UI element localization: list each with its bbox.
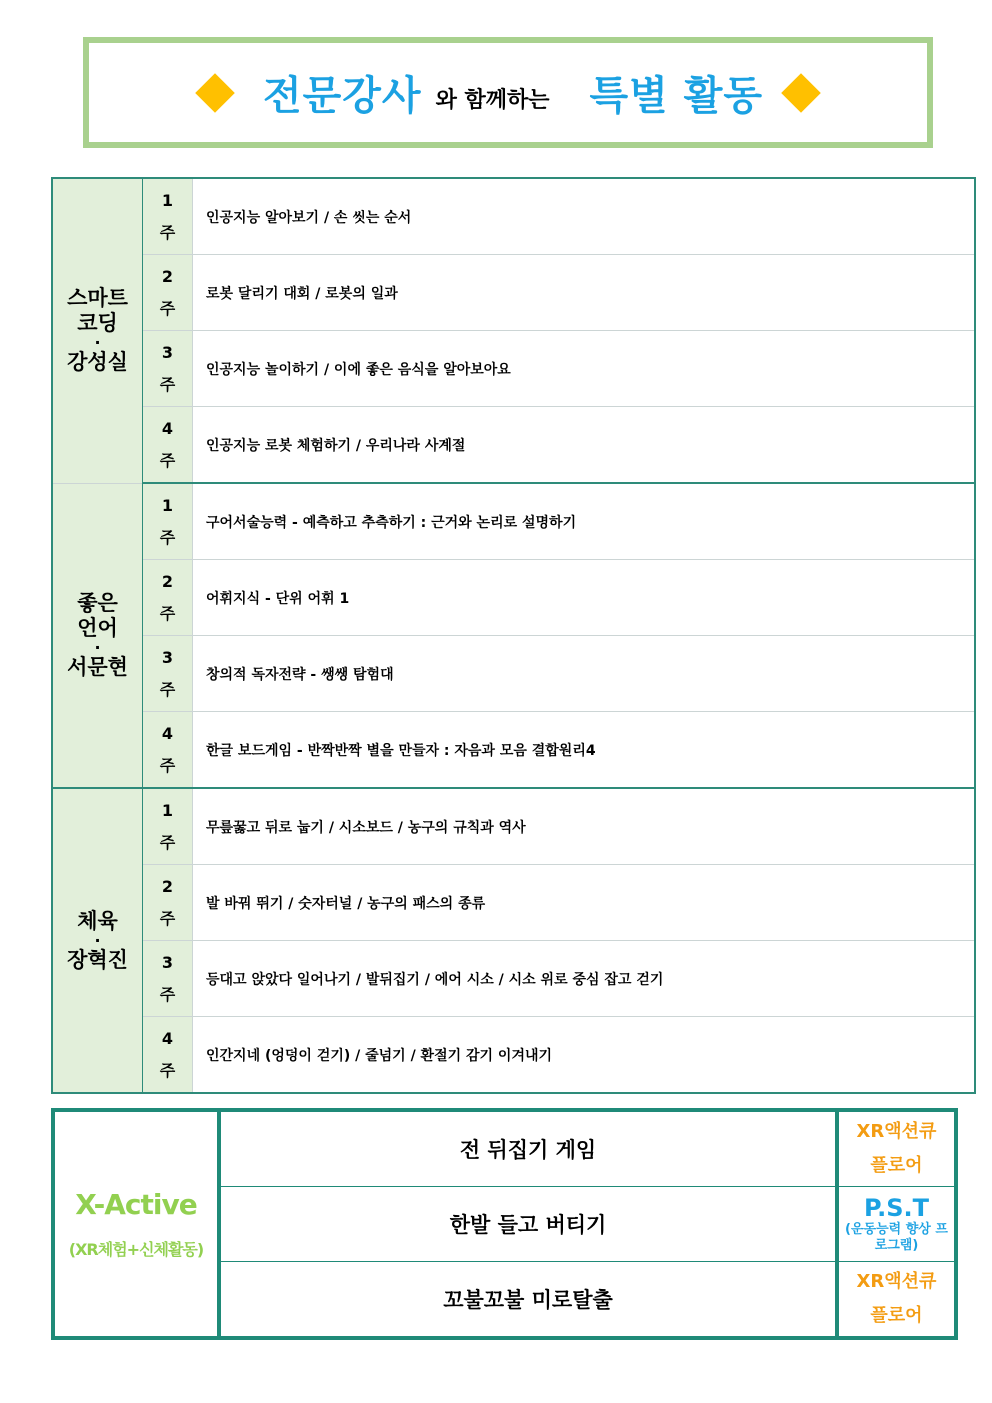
table-row (52, 788, 975, 865)
week-number: 3 (161, 342, 174, 362)
x-active-table (51, 1108, 958, 1340)
table-row (52, 255, 975, 331)
table-row (52, 483, 975, 560)
game-cell: 한발 들고 버티기 (219, 1187, 837, 1262)
activity-cell: 인간지네 (엉덩이 걷기) / 줄넘기 / 환절기 감기 이겨내기 (193, 1017, 976, 1094)
week-number: 3 (161, 647, 174, 667)
week-unit: 주 (159, 527, 176, 547)
activity-cell: 무릎꿇고 뒤로 눕기 / 시소보드 / 농구의 규칙과 역사 (193, 788, 976, 865)
week-cell (143, 407, 193, 484)
week-unit: 주 (159, 908, 176, 928)
table-row (52, 178, 975, 255)
week-unit: 주 (159, 450, 176, 470)
week-unit: 주 (159, 984, 176, 1004)
teacher-cell-coding (52, 178, 143, 483)
week-cell (143, 560, 193, 636)
table-row (52, 865, 975, 941)
activity-cell: 발 바꿔 뛰기 / 숫자터널 / 농구의 패스의 종류 (193, 865, 976, 941)
teacher-subject-line2: 코딩 (77, 311, 118, 336)
week-unit: 주 (159, 832, 176, 852)
week-number: 1 (161, 190, 174, 210)
table-row (53, 1110, 956, 1187)
teacher-cell-language (52, 483, 143, 788)
title-special: 특별 활동 (589, 73, 763, 119)
week-number: 1 (161, 495, 174, 515)
week-unit: 주 (159, 374, 176, 394)
week-cell (143, 178, 193, 255)
week-number: 2 (161, 266, 174, 286)
table-row (52, 941, 975, 1017)
program-tag-line1: XR액션큐 (856, 1271, 937, 1292)
table-row (52, 331, 975, 407)
week-number: 1 (161, 800, 174, 820)
activity-cell: 로봇 달리기 대회 / 로봇의 일과 (193, 255, 976, 331)
title-connector: 와 함께하는 (435, 88, 550, 113)
teacher-subject-line1: 스마트 (67, 286, 128, 311)
table-row (52, 1017, 975, 1094)
program-tag-line2: (운동능력 향상 프로그램) (845, 1222, 948, 1253)
teacher-subject-line2: 언어 (77, 615, 118, 640)
program-tag-cell (837, 1110, 956, 1187)
separator-dot: · (94, 333, 101, 353)
week-cell (143, 636, 193, 712)
week-cell (143, 788, 193, 865)
game-cell: 꼬불꼬불 미로탈출 (219, 1262, 837, 1339)
week-unit: 주 (159, 755, 176, 775)
week-number: 3 (161, 952, 174, 972)
week-cell (143, 255, 193, 331)
title-row (89, 43, 927, 142)
week-unit: 주 (159, 603, 176, 623)
x-active-label-cell (53, 1110, 219, 1338)
x-active-subtitle: (XR체험+신체활동) (68, 1240, 204, 1259)
week-unit: 주 (159, 298, 176, 318)
teacher-name: 장혁진 (67, 947, 128, 972)
week-number: 4 (161, 1028, 174, 1048)
week-number: 4 (161, 418, 174, 438)
table-row (52, 407, 975, 484)
table-row (52, 560, 975, 636)
week-unit: 주 (159, 1060, 176, 1080)
week-cell (143, 941, 193, 1017)
week-cell (143, 483, 193, 560)
week-cell (143, 712, 193, 789)
activity-cell: 어휘지식 - 단위 어휘 1 (193, 560, 976, 636)
table-row (52, 636, 975, 712)
separator-dot: · (94, 637, 101, 657)
teacher-cell-pe (52, 788, 143, 1093)
teacher-name: 강성실 (67, 350, 128, 375)
week-unit: 주 (159, 679, 176, 699)
program-tag-line2: 플로어 (870, 1305, 923, 1326)
week-number: 2 (161, 876, 174, 896)
activity-cell: 인공지능 로봇 체험하기 / 우리나라 사계절 (193, 407, 976, 484)
week-number: 4 (161, 723, 174, 743)
week-cell (143, 1017, 193, 1094)
week-unit: 주 (159, 222, 176, 242)
x-active-title: X-Active (75, 1188, 197, 1221)
program-tag-cell (837, 1187, 956, 1262)
week-cell (143, 331, 193, 407)
teacher-subject-line1: 좋은 (77, 590, 118, 615)
activity-cell: 창의적 독자전략 - 쌩쌩 탐험대 (193, 636, 976, 712)
diamond-right-icon (781, 73, 821, 113)
table-row (52, 712, 975, 789)
activity-cell: 인공지능 놀이하기 / 이에 좋은 음식을 알아보아요 (193, 331, 976, 407)
teacher-subject-line1: 체육 (77, 908, 118, 933)
program-tag-cell (837, 1262, 956, 1339)
activity-cell: 인공지능 알아보기 / 손 씻는 순서 (193, 178, 976, 255)
week-number: 2 (161, 571, 174, 591)
title-main: 전문강사 (263, 73, 422, 119)
game-cell: 전 뒤집기 게임 (219, 1110, 837, 1187)
activity-cell: 구어서술능력 - 예측하고 추측하기 : 근거와 논리로 설명하기 (193, 483, 976, 560)
teacher-name: 서문현 (67, 654, 128, 679)
title-banner (83, 37, 933, 148)
schedule-table (51, 177, 976, 1094)
program-tag-line1: P.S.T (863, 1194, 930, 1222)
week-cell (143, 865, 193, 941)
separator-dot: · (94, 930, 101, 950)
program-tag-line2: 플로어 (870, 1155, 923, 1176)
diamond-left-icon (195, 73, 235, 113)
activity-cell: 등대고 앉았다 일어나기 / 발뒤집기 / 에어 시소 / 시소 위로 중심 잡고 걷기 (193, 941, 976, 1017)
program-tag-line1: XR액션큐 (856, 1121, 937, 1142)
activity-cell: 한글 보드게임 - 반짝반짝 별을 만들자 : 자음과 모음 결합원리4 (193, 712, 976, 789)
